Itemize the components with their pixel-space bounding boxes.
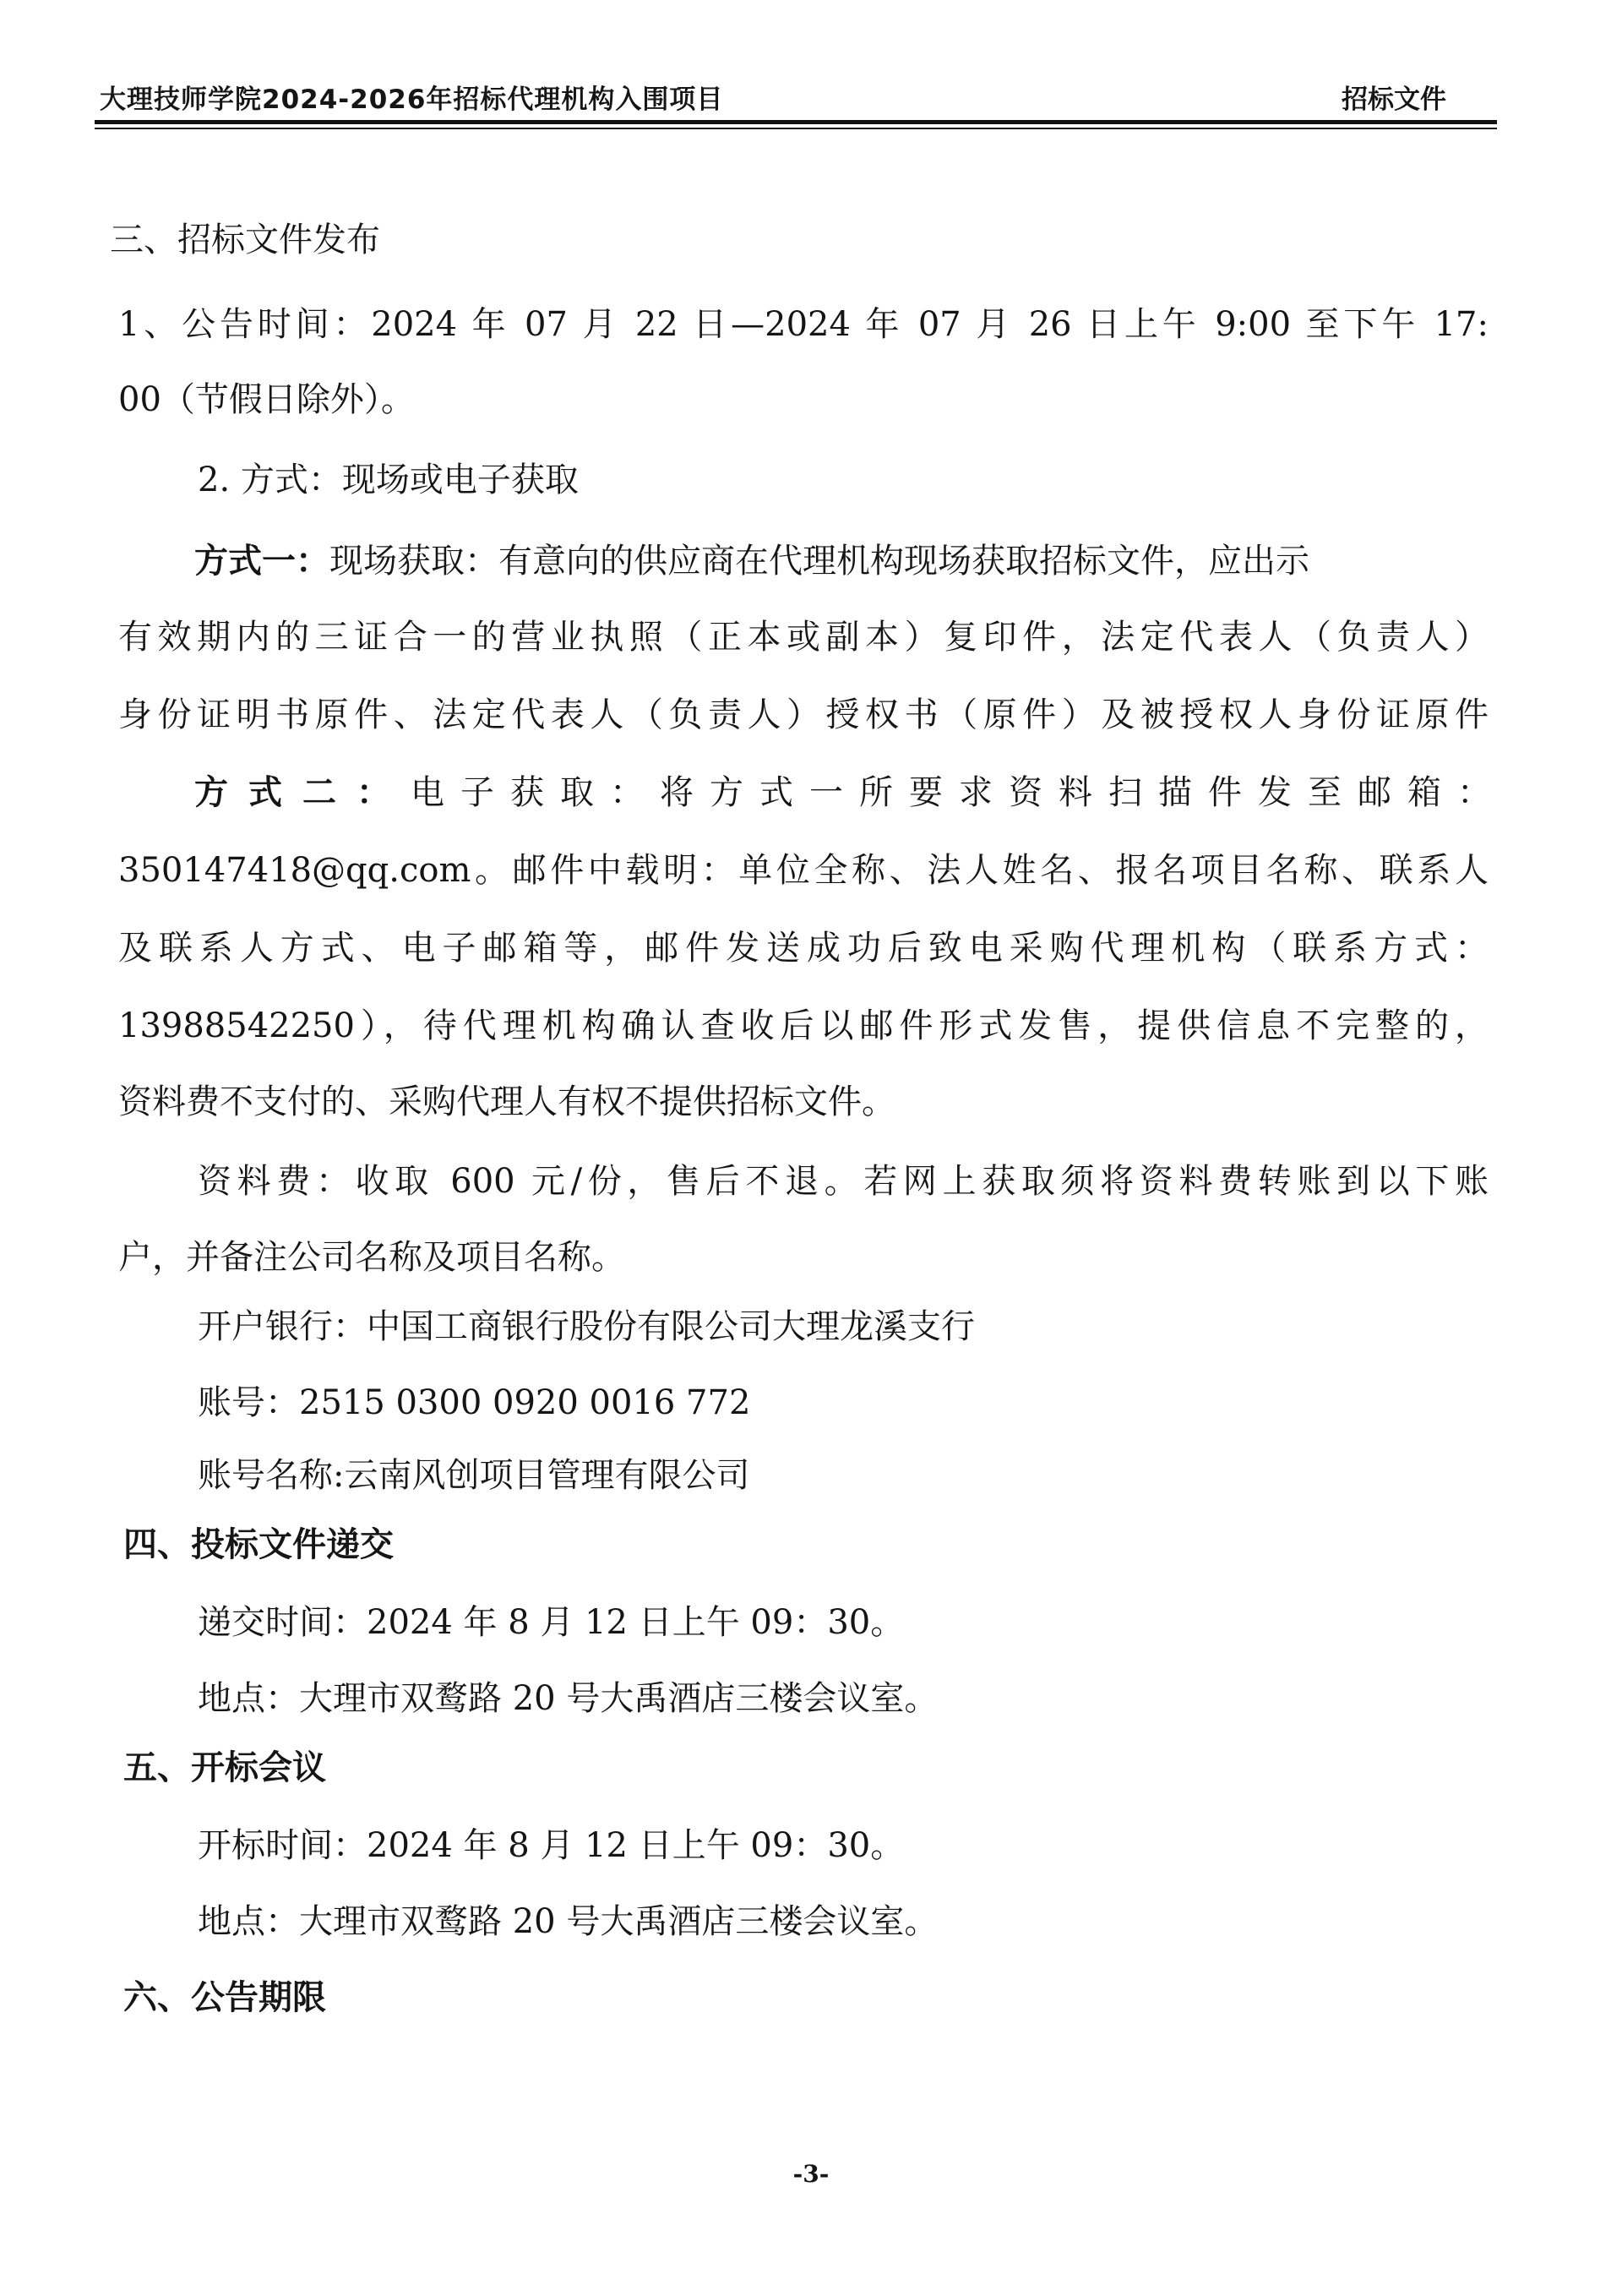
publish-time-line1: 1、公告时间：2024 年 07 月 22 日—2024 年 07 月 26 日上午 9:00 至下午 17:: [118, 305, 1489, 344]
section3-heading: 三、招标文件发布: [110, 221, 380, 259]
way2-line5: 资料费不支付的、采购代理人有权不提供招标文件。: [118, 1083, 895, 1121]
way1-label: 方式一：: [194, 541, 329, 581]
header-title: 大理技师学院2024-2026年招标代理机构入围项目: [100, 85, 724, 115]
page-number: -3-: [792, 2160, 830, 2188]
publish-time-line2: 00（节假日除外）。: [118, 380, 415, 419]
way2-line3: 及联系人方式、电子邮箱等，邮件发送成功后致电采购代理机构（联系方式：: [118, 929, 1489, 968]
section5-heading: 五、开标会议: [123, 1748, 326, 1787]
way2-line1: [194, 772, 1507, 812]
method-line: 2. 方式：现场或电子获取: [198, 461, 579, 499]
way1-line2: 有效期内的三证合一的营业执照（正本或副本）复印件，法定代表人（负责人）: [118, 618, 1489, 657]
account-number: 账号：2515 0300 0920 0016 772: [198, 1383, 751, 1422]
opening-place: 地点：大理市双鹜路 20 号大禹酒店三楼会议室。: [198, 1902, 939, 1941]
account-name: 账号名称:云南风创项目管理有限公司: [198, 1456, 750, 1495]
way2-text: 电子获取：将方式一所要求资料扫描件发至邮箱：: [411, 773, 1507, 812]
header-doc-type: 招标文件: [1342, 85, 1446, 115]
way1-line3: 身份证明书原件、法定代表人（负责人）授权书（原件）及被授权人身份证原件: [118, 695, 1489, 734]
way1-text: 现场获取：有意向的供应商在代理机构现场获取招标文件，应出示: [329, 542, 1309, 581]
way2-line4: 13988542250），待代理机构确认查收后以邮件形式发售，提供信息不完整的，: [118, 1006, 1489, 1045]
section4-heading: 四、投标文件递交: [123, 1524, 394, 1564]
section6-heading: 六、公告期限: [123, 1977, 326, 2017]
way1-line1: [194, 541, 1489, 581]
fee-line2: 户，并备注公司名称及项目名称。: [118, 1238, 625, 1277]
header-rule-thin: [95, 128, 1497, 129]
submit-time: 递交时间：2024 年 8 月 12 日上午 09：30。: [198, 1603, 905, 1642]
opening-time: 开标时间：2024 年 8 月 12 日上午 09：30。: [198, 1826, 905, 1865]
way2-label: 方式二：: [194, 772, 411, 812]
header-rule: [95, 120, 1497, 124]
bank-name: 开户银行：中国工商银行股份有限公司大理龙溪支行: [198, 1307, 975, 1346]
fee-line1: 资料费：收取 600 元/份，售后不退。若网上获取须将资料费转账到以下账: [198, 1162, 1489, 1201]
way2-line2: 350147418@qq.com。邮件中载明：单位全称、法人姓名、报名项目名称、联系人: [118, 851, 1489, 890]
submit-place: 地点：大理市双鹜路 20 号大禹酒店三楼会议室。: [198, 1679, 939, 1718]
